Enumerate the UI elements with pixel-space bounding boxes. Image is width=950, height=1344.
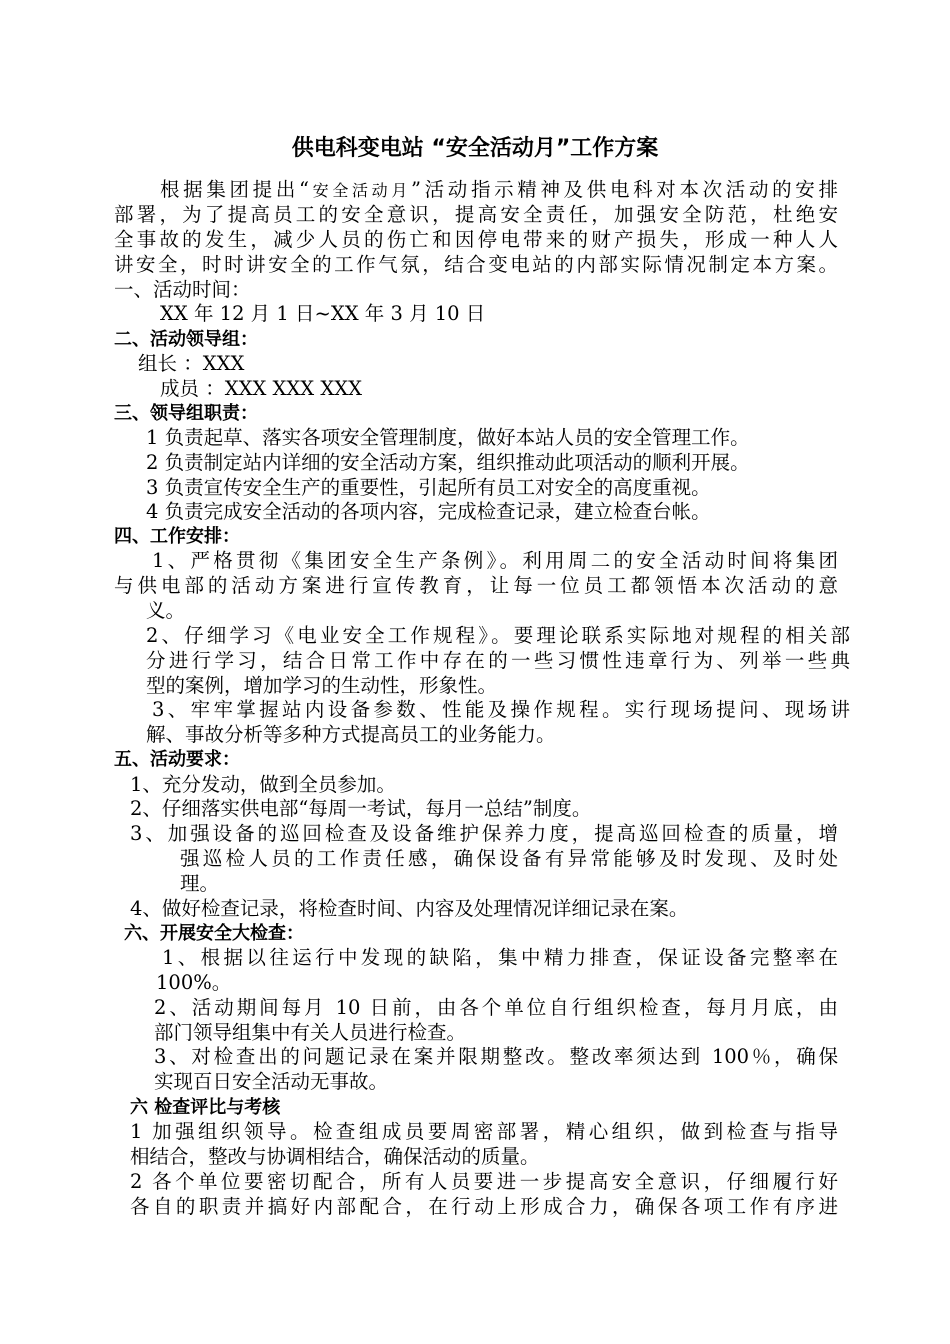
duty-item-4: 4 负责完成安全活动的各项内容，完成检查记录，建立检查台帐。 (146, 500, 711, 523)
inspection-item-3-line-2: 实现百日安全活动无事故。 (154, 1070, 389, 1093)
section-7-heading: 六 检查评比与考核 (130, 1097, 281, 1118)
document-title: 供电科变电站 “安全活动月”工作方案 (291, 136, 659, 161)
inspection-item-2-line-1: 2、活动期间每月 10 日前，由各个单位自行组织检查，每月月底，由 (154, 996, 838, 1019)
evaluation-item-1-line-2: 相结合，整改与协调相结合，确保活动的质量。 (130, 1145, 540, 1168)
work-item-1-line-3: 义。 (146, 599, 186, 622)
inspection-item-2-line-2: 部门领导组集中有关人员进行检查。 (154, 1021, 467, 1044)
duty-item-3: 3 负责宣传安全生产的重要性，引起所有员工对安全的高度重视。 (146, 476, 711, 499)
leader-line: 组长 ：XXX (138, 352, 245, 375)
evaluation-item-2-line-1: 2 各个单位要密切配合，所有人员要进一步提高安全意识，仔细履行好 (130, 1170, 838, 1193)
work-item-3-line-2: 解、事故分析等多种方式提高员工的业务能力。 (146, 723, 556, 746)
section-4-heading: 四、工作安排： (114, 526, 240, 547)
intro-line-2: 部署，为了提高员工的安全意识，提高安全责任，加强安全防范，杜绝安 (114, 203, 838, 226)
intro-line-4: 讲安全，时时讲安全的工作气氛，结合变电站的内部实际情况制定本方案。 (114, 253, 838, 276)
section-3-heading: 三、领导组职责： (114, 403, 258, 424)
requirement-item-1: 1、充分发动，做到全员参加。 (130, 773, 396, 796)
section-2-heading: 二、活动领导组： (114, 329, 258, 350)
work-item-3-line-1: 3、牢牢掌握站内设备参数、性能及操作规程。实行现场提问、现场讲 (152, 698, 850, 721)
inspection-item-1-line-2: 100%。 (156, 971, 232, 994)
work-item-1-line-1: 1、严格贯彻《集团安全生产条例》。利用周二的安全活动时间将集团 (152, 549, 838, 572)
inspection-item-1-line-1: 1、根据以往运行中发现的缺陷，集中精力排查，保证设备完整率在 (162, 946, 838, 969)
evaluation-item-1-line-1: 1 加强组织领导。检查组成员要周密部署，精心组织，做到检查与指导 (130, 1120, 838, 1143)
work-item-2-line-1: 2、仔细学习《电业安全工作规程》。要理论联系实际地对规程的相关部 (146, 624, 850, 647)
section-5-heading: 五、活动要求： (114, 749, 240, 770)
requirement-item-3-line-2: 强巡检人员的工作责任感，确保设备有异常能够及时发现、及时处 (180, 847, 838, 870)
section-6-heading: 六、开展安全大检查： (124, 923, 304, 944)
duty-item-2: 2 负责制定站内详细的安全活动方案，组织推动此项活动的顺利开展。 (146, 451, 750, 474)
requirement-item-3-line-3: 理。 (180, 872, 220, 895)
requirement-item-2: 2、仔细落实供电部“每周一考试，每月一总结”制度。 (130, 797, 592, 820)
members-line: 成员 ：XXX XXX XXX (160, 377, 363, 400)
requirement-item-3-line-1: 3、加强设备的巡回检查及设备维护保养力度，提高巡回检查的质量，增 (130, 822, 838, 845)
work-item-1-line-2: 与供电部的活动方案进行宣传教育，让每一位员工都领悟本次活动的意 (114, 574, 838, 597)
work-item-2-line-2: 分进行学习，结合日常工作中存在的一些习惯性违章行为、列举一些典 (146, 649, 850, 672)
intro-line-1: 根据集团提出“安全活动月”活动指示精神及供电科对本次活动的安排 (160, 178, 838, 201)
duty-item-1: 1 负责起草、落实各项安全管理制度，做好本站人员的安全管理工作。 (146, 426, 750, 449)
work-item-2-line-3: 型的案例，增加学习的生动性，形象性。 (146, 674, 498, 697)
inspection-item-3-line-1: 3、对检查出的问题记录在案并限期整改。整改率须达到 100％，确保 (154, 1045, 838, 1068)
evaluation-item-2-line-2: 各自的职责并搞好内部配合，在行动上形成合力，确保各项工作有序进 (130, 1195, 838, 1218)
activity-time: XX 年 12 月 1 日~XX 年 3 月 10 日 (160, 302, 486, 325)
section-1-heading: 一、活动时间： (114, 278, 251, 301)
requirement-item-4: 4、做好检查记录，将检查时间、内容及处理情况详细记录在案。 (130, 897, 689, 920)
intro-line-3: 全事故的发生，减少人员的伤亡和因停电带来的财产损失，形成一种人人 (114, 228, 838, 251)
